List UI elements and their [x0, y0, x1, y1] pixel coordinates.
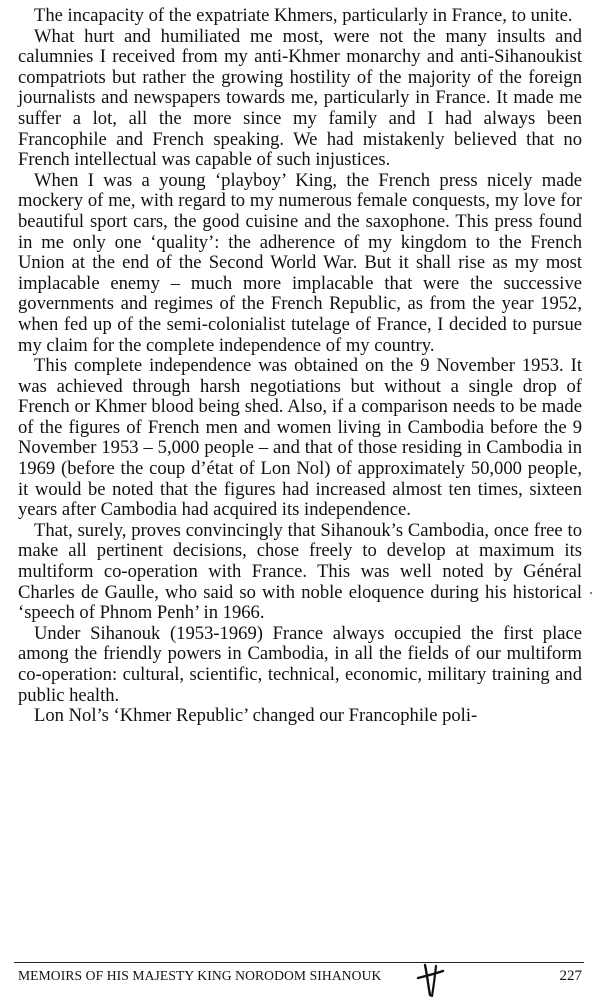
paragraph-3: When I was a young ‘playboy’ King, the French press nicely made mockery of me, with regard to my numerous female conquests, my love for beautiful sport cars, the good cuisine and the saxophone. This press found in me only one ‘quality’: the adherence of my kingdom to the French Union at the end of the Second World War. But it shall rise as my most implacable enemy – much more implacable that were the successive governments and regimes of the French Republic, as from the year 1952, when fed up of the semi-colonialist tutelage of France, I decided to pursue my claim for the complete independence of my country.: [18, 169, 582, 356]
handwritten-mark-icon: [416, 962, 446, 998]
running-title: MEMOIRS OF HIS MAJESTY KING NORODOM SIHANOUK: [18, 968, 382, 983]
paragraph-7: Lon Nol’s ‘Khmer Republic’ changed our Francophile poli-: [34, 705, 478, 727]
scan-speck: [590, 592, 592, 594]
paragraph-2: What hurt and humiliated me most, were not the many insults and calumnies I received from my anti-Khmer monarchy and anti-Sihanoukist compatriots but rather the growing hostility of the majority of the foreign journalists and newspapers towards me, particularly in France. It made me suffer a lot, all the more since my family and I had always been Francophile and French speaking. We had mistakenly believed that no French intellectual was capable of such injustices.: [18, 25, 582, 171]
paragraph-1: The incapacity of the expatriate Khmers, particularly in France, to unite.: [34, 5, 573, 26]
paragraph-5: That, surely, proves convincingly that Sihanouk’s Cambodia, once free to make all pertinent decisions, chose freely to develop at maximum its multiform co-operation with France. This was well noted by Général Charles de Gaulle, who said so with noble eloquence during his historical ‘speech of Phnom Penh’ in 1966.: [18, 519, 582, 624]
paragraph-6: Under Sihanouk (1953-1969) France always occupied the first place among the friendly powers in Cambodia, in all the fields of our multiform co-operation: cultural, scientific, technical, economic, military training and public health.: [18, 622, 582, 706]
paragraph-4: This complete independence was obtained on the 9 November 1953. It was achieved through harsh negotiations but without a single drop of French or Khmer blood being shed. Also, if a comparison needs to be made of the figures of French men and women living in Cambodia before the 9 November 1953 – 5,000 people – and that of those residing in Cambodia in 1969 (before the coup d’état of Lon Nol) of approximately 50,000 people, it would be noted that the figures had increased almost ten times, sixteen years after Cambodia had acquired its independence.: [18, 355, 582, 521]
page-number: 227: [559, 968, 582, 984]
footer-rule: [14, 962, 584, 963]
page-footer: [18, 968, 582, 990]
page-body: [18, 6, 582, 727]
scan-speck: [430, 996, 432, 997]
